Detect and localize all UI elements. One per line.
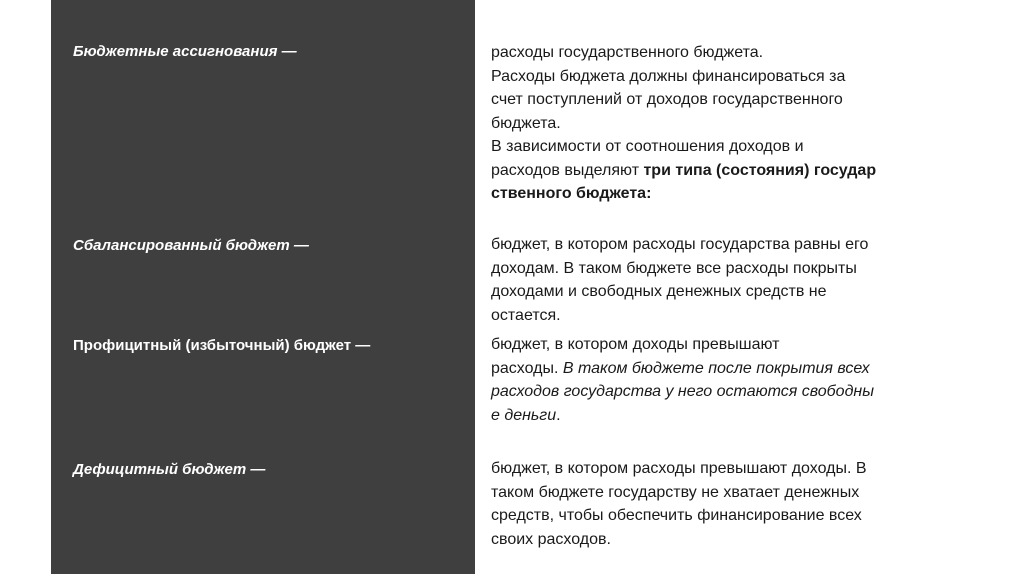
term-panel [51, 0, 475, 574]
definition-budget-appropriations [491, 41, 971, 206]
def-text: расходы. [491, 359, 563, 377]
def-line [491, 404, 971, 428]
def-italic-text: е деньги [491, 406, 557, 424]
def-line [491, 357, 971, 381]
def-bold-text: ственного бюджета: [491, 185, 652, 202]
def-line: остается. [491, 306, 561, 324]
def-line [491, 159, 971, 183]
def-line: бюджет, в котором расходы превышают доходы. В [491, 460, 867, 477]
def-line: счет поступлений от доходов государственного [491, 91, 843, 108]
def-bold-text: три типа (состояния) государ [643, 161, 877, 179]
def-text: расходов выделяют [491, 161, 644, 179]
def-line [491, 380, 971, 404]
def-line: Расходы бюджета должны финансироваться за [491, 67, 846, 85]
definition-surplus-budget [491, 333, 971, 427]
def-line: расходы государственного бюджета. [491, 44, 764, 61]
def-line: доходам. В таком бюджете все расходы покрыты [491, 259, 857, 277]
def-line: доходами и свободных денежных средств не [491, 283, 827, 300]
def-text: . [556, 406, 561, 424]
def-line [491, 182, 971, 206]
term-budget-appropriations: Бюджетные ассигнования — [73, 43, 297, 60]
def-line: средств, чтобы обеспечить финансирование всех [491, 507, 862, 524]
def-italic-text: расходов государства у него остаются свободны [491, 383, 874, 400]
definition-deficit-budget [491, 457, 971, 551]
def-line: бюджета. [491, 114, 561, 132]
def-line: бюджет, в котором доходы превышают [491, 336, 780, 353]
term-surplus-budget: Профицитный (избыточный) бюджет — [73, 337, 371, 354]
term-deficit-budget: Дефицитный бюджет — [73, 461, 266, 478]
def-line: В зависимости от соотношения доходов и [491, 138, 804, 155]
def-italic-text: В таком бюджете после покрытия всех [562, 359, 870, 377]
def-line: бюджет, в котором расходы государства равны его [491, 236, 869, 253]
definition-balanced-budget [491, 233, 971, 327]
def-line: своих расходов. [491, 530, 611, 548]
term-balanced-budget: Сбалансированный бюджет — [73, 237, 309, 254]
def-line: таком бюджете государству не хватает денежных [491, 483, 860, 501]
